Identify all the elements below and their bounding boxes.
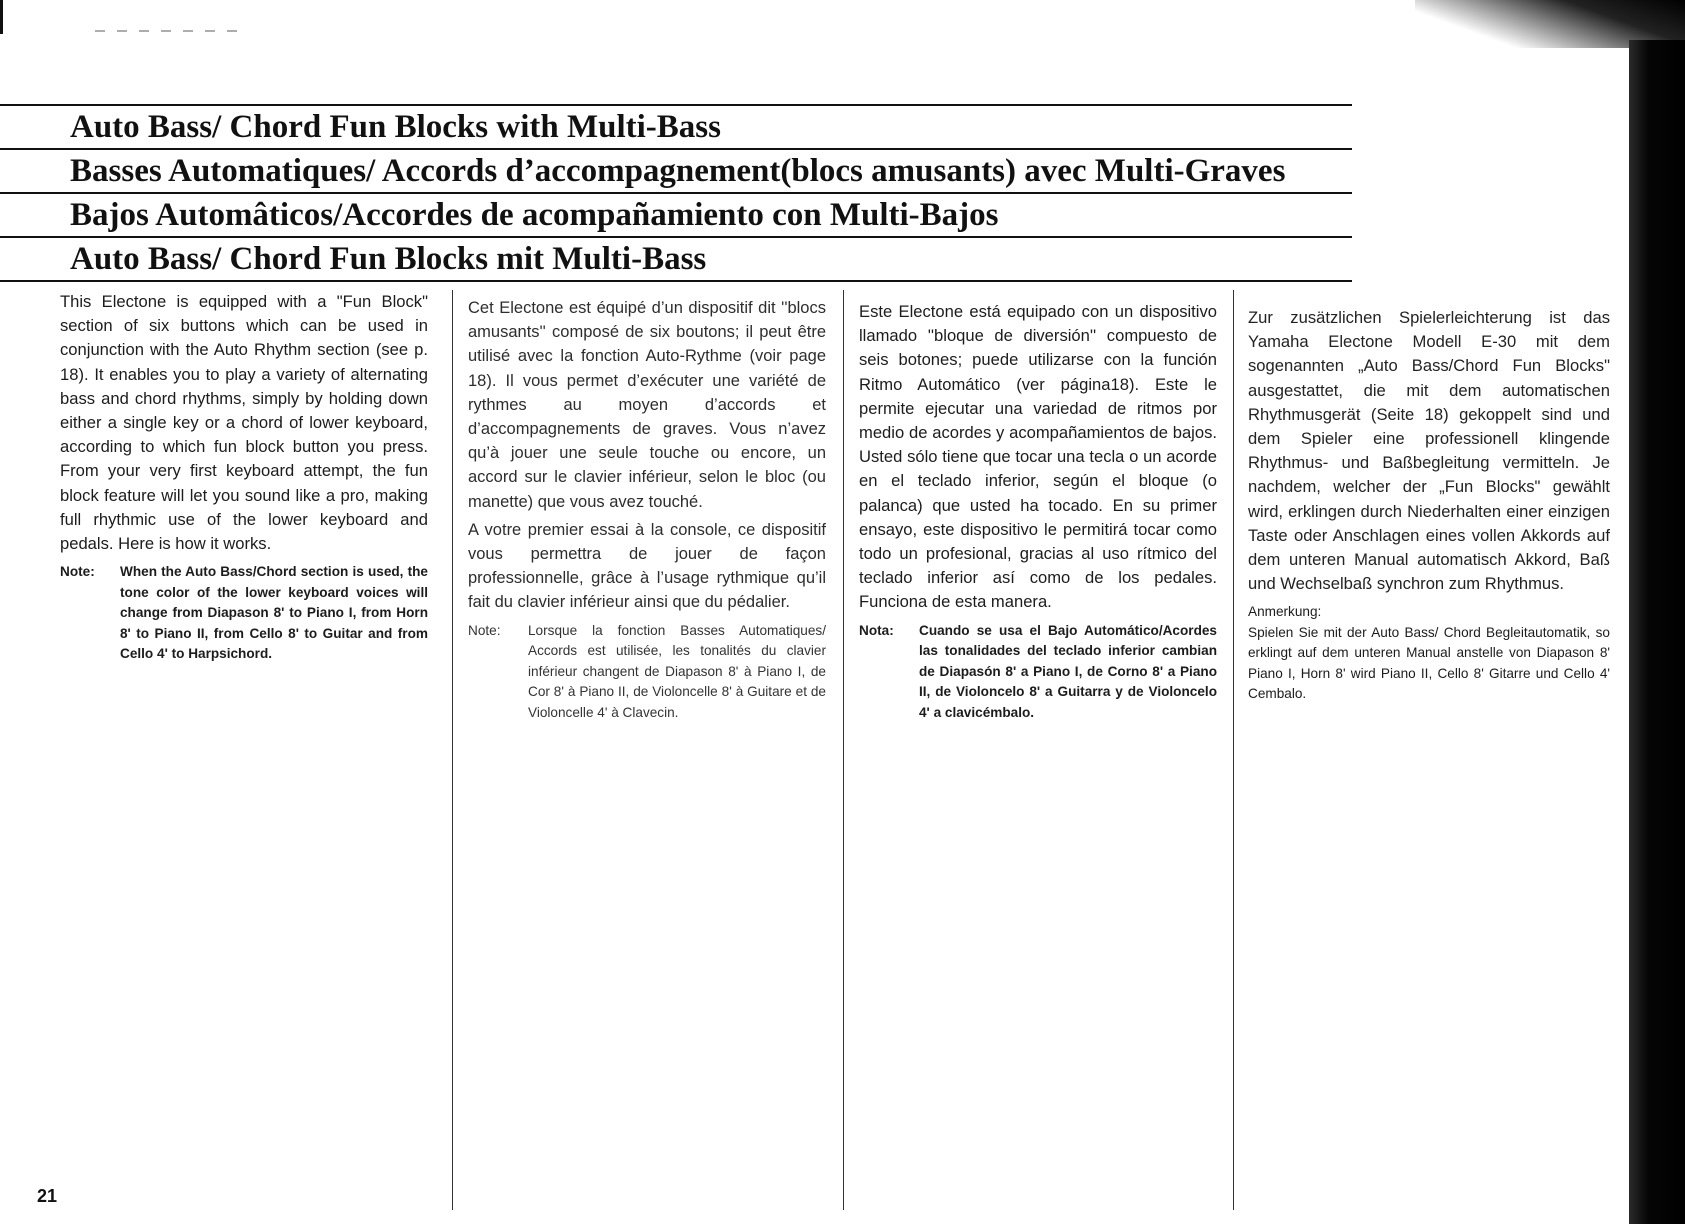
french-note-label: Note: — [468, 622, 501, 638]
french-body: Cet Electone est équipé d’un dispositif dit ''blocs amusants'' composé de six boutons; il peut être utilisé avec la fonction Auto-Rythme (voir page 18). Il vous permet d’exécuter une variété de rythmes au moyen d’accords et d’accompagnements de graves. Vous n’avez qu’à jouer une seule touche ou encore, un accord sur le clavier inférieur, selon le bloc (ou manette) que vous avez touché. — [468, 299, 826, 511]
german-note-text: Spielen Sie mit der Auto Bass/ Chord Begleitautomatik, so erklingt auf dem unteren Manual anstelle von Diapason 8' Piano I, Horn 8' wird Piano II, Cello 8' Gitarre und Cello 4' Cembalo. — [1248, 624, 1610, 702]
title-row-french — [0, 148, 1352, 192]
title-german: Auto Bass/ Chord Fun Blocks mit Multi-Bass — [70, 241, 707, 277]
german-note-label: Anmerkung: — [1248, 604, 1322, 620]
french-body-2: A votre premier essai à la console, ce dispositif vous permettra de jouer de façon professionnelle, grâce à l’usage rythmique qu’il fait du clavier inférieur ainsi que du pédalier. — [468, 520, 826, 612]
spanish-note — [859, 621, 1217, 724]
title-row-spanish — [0, 192, 1352, 236]
german-note — [1248, 602, 1610, 705]
scan-artifact — [95, 30, 245, 32]
spanish-note-label: Nota: — [859, 622, 894, 638]
title-spanish: Bajos Automâticos/Accordes de acompañamiento con Multi-Bajos — [70, 197, 999, 233]
scan-edge-mark — [0, 0, 3, 34]
scan-shadow-right — [1629, 40, 1685, 1224]
french-note — [468, 621, 826, 724]
spanish-note-text: Cuando se usa el Bajo Automático/Acordes las tonalidades del teclado inferior cambian de Diapasón 8' a Piano I, de Corno 8' a Piano II, de Violoncelo 8' a Guitarra y de Violoncelo 4' a clavicémbalo. — [919, 622, 1217, 720]
column-french — [452, 290, 825, 1210]
english-note — [60, 562, 428, 665]
german-body: Zur zusätzlichen Spielerleichterung ist das Yamaha Electone Modell E-30 mit dem sogenannten „Auto Bass/Chord Fun Blocks" ausgestattet, die mit dem automatischen Rhythmusgerät (Seite 18) gekoppelt sind und dem Spieler eine professionell klingende Rhythmus- und Baßbegleitung vermitteln. Je nachdem, welcher der „Fun Blocks" gewählt wird, erklingen durch Niederhalten einer einzigen Taste oder Anschlagen eines vollen Akkords auf dem unteren Manual automatisch Akkord, Baß und Wechselbaß synchron zum Rhythmus. — [1248, 308, 1610, 594]
column-spanish — [843, 290, 1216, 1210]
english-note-label: Note: — [60, 564, 95, 580]
column-english — [60, 290, 428, 1210]
page-number: 21 — [37, 1186, 58, 1206]
title-block — [0, 104, 1352, 282]
title-row-german — [0, 236, 1352, 282]
english-body: This Electone is equipped with a "Fun Block" section of six buttons which can be used in conjunction with the Auto Rhythm section (see p. 18). It enables you to play a variety of alternating bass and chord rhythms, simply by holding down either a single key or a chord of lower keyboard, according to which fun block button you press. From your very first keyboard attempt, the fun block feature will let you sound like a pro, making full rhythmic use of the lower keyboard and pedals. Here is how it works. — [60, 292, 428, 554]
column-german — [1233, 290, 1610, 1210]
title-french: Basses Automatiques/ Accords d’accompagnement(blocs amusants) avec Multi-Graves — [70, 153, 1286, 189]
spanish-body: Este Electone está equipado con un dispositivo llamado ''bloque de diversión'' compuesto de seis botones; puede utilizarse con la función Ritmo Automático (ver página18). Este le permite ejecutar una variedad de ritmos por medio de acordes y acompañamientos de bajos. Usted sólo tiene que tocar una tecla o un acorde en el teclado inferior, según el bloque (o palanca) que usted ha tocado. En su primer ensayo, este dispositivo le permitirá tocar como todo un profesional, gracias al uso rítmico del teclado inferior así como de los pedales. Funciona de esta manera. — [859, 302, 1217, 612]
title-row-english — [0, 104, 1352, 148]
english-note-text: When the Auto Bass/Chord section is used, the tone color of the lower keyboard voices will change from Diapason 8' to Piano I, from Horn 8' to Piano II, from Cello 8' to Guitar and from Cello 4' to Harpsichord. — [120, 564, 428, 662]
text-columns — [55, 290, 1610, 1210]
title-english: Auto Bass/ Chord Fun Blocks with Multi-Bass — [70, 109, 721, 145]
french-note-text: Lorsque la fonction Basses Automatiques/ Accords est utilisée, les tonalités du clavier inférieur changent de Diapason 8' à Piano I, de Cor 8' à Piano II, de Violoncelle 8' à Guitare et de Violoncelle 4' à Clavecin. — [528, 622, 826, 720]
